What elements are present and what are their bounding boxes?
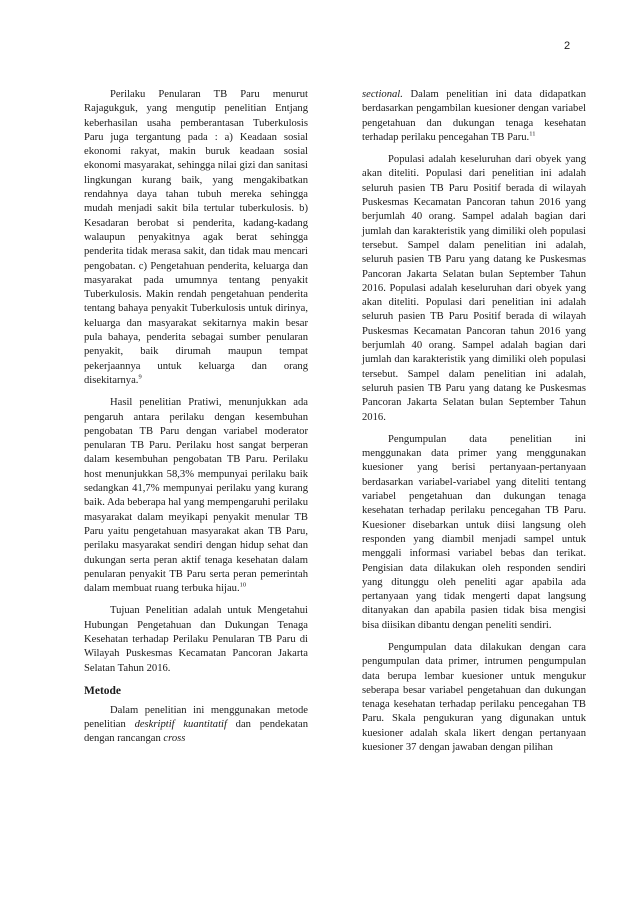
paragraph-pratiwi <box>84 396 308 596</box>
paragraph-instrumen <box>362 641 586 755</box>
citation-ref: 10 <box>239 581 247 589</box>
paragraph-text: Populasi adalah keseluruhan dari obyek yang akan diteliti. Populasi dari penelitian ini adalah seluruh pasien TB Paru Positif berada di wilayah Puskesmas Kecamatan Pancoran tahun 2016 yang berjumlah 40 orang. Sampel adalah bagian dari jumlah dan karakteristik yang dimiliki oleh populasi tersebut. Sampel dalam penelitian ini adalah, seluruh pasien TB Paru yang datang ke Puskesmas Pancoran Jakarta Selatan bulan September Tahun 2016. Populasi adalah keseluruhan dari obyek yang akan diteliti. Populasi dari penelitian ini adalah seluruh pasien TB Paru Positif berada di wilayah Puskesmas Kecamatan Pancoran tahun 2016 yang berjumlah 40 orang. Sampel adalah bagian dari jumlah dan karakteristik yang dimiliki oleh populasi tersebut. Sampel dalam penelitian ini adalah, seluruh pasien TB Paru yang datang ke Puskesmas Pancoran Jakarta Selatan bulan September Tahun 2016. <box>362 154 586 423</box>
paragraph-penularan <box>84 88 308 388</box>
section-heading-metode: Metode <box>84 684 122 697</box>
page-number: 2 <box>564 40 571 52</box>
paragraph-metode-continued <box>362 88 586 145</box>
paragraph-text: dan pendekatan dengan rancangan <box>84 719 308 745</box>
paragraph-tujuan <box>84 604 308 675</box>
emphasis-text: cross <box>163 733 186 745</box>
paragraph-metode <box>84 704 308 747</box>
paragraph-text: Pengumpulan data penelitian ini menggunakan data primer yang menggunakan kuesioner yang berisi pertanyaan-pertanyaan berdasarkan variabel-variabel yang diteliti tentang variabel pengetahuan dan dukungan tenaga kesehatan terhadap perilaku pencegahan TB Paru. Kuesioner disebarkan untuk diisi langsung oleh responden yang diambil menjadi sampel untuk menggali informasi variabel bebas dan terikat. Pengisian data dilakukan oleh responden sendiri yang ditunggu oleh peneliti agar apabila ada pertanyaan yang tidak mengerti dapat langsung ditanyakan dan apabila pasien tidak bisa mengisi bisa diisikan dibantu dengan peneliti sendiri. <box>362 433 586 631</box>
paragraph-text: Perilaku Penularan TB Paru menurut Rajagukguk, yang mengutip penelitian Entjang keberhasilan usaha pemberantasan Tuberkulosis Paru juga tergantung pada : a) Keadaan sosial ekonomi rakyat, makin buruk keadaan sosial ekonomi masyarakat, sehingga nilai gizi dan sanitasi lingkungan kurang baik, yang mengakibatkan rendahnya daya tahan tubuh mereka sehingga mudah menjadi sakit bila tertular tuberkulosis. b) Kesadaran berobat si penderita, kadang-kadang walaupun penyakitnya agak berat sehingga penderita tidak merasa sakit, dan tidak mau mencari pengobatan. c) Pengetahuan penderita, keluarga dan masyarakat pada umumnya tentang penyakit Tuberkulosis. Makin rendah pengetahuan penderita tentang bahaya penyakit Tuberkulosis untuk dirinya, keluarga dan masyarakat sekitarnya makin besar pula bahaya, penderita sebagai sumber penularan penyakit, baik dirumah maupun tempat pekerjaannya untuk keluarga dan orang disekitarnya. <box>84 89 308 386</box>
paragraph-text: Dalam penelitian ini menggunakan metode penelitian <box>84 704 308 731</box>
paragraph-text: Tujuan Penelitian adalah untuk Mengetahui Hubungan Pengetahuan dan Dukungan Tenaga Kesehatan terhadap Perilaku Penularan TB Paru di Wilayah Puskesmas Kecamatan Pancoran Jakarta Selatan Tahun 2016. <box>84 605 308 674</box>
left-column <box>84 88 308 755</box>
paragraph-populasi <box>362 153 586 425</box>
citation-ref: 11 <box>529 130 536 138</box>
paragraph-text: Hasil penelitian Pratiwi, menunjukkan ada pengaruh antara perilaku dengan kesembuhan pengobatan TB Paru dengan variabel moderator penularan TB Paru. Perilaku host sangat berperan dalam kesembuhan pengobatan TB Paru. Perilaku host menunjukkan 58,3% mempunyai perilaku baik sedangkan 41,7% mempunyai perilaku yang kurang baik. Ada beberapa hal yang mempengaruhi perilaku masyarakat dalam meyikapi penyakit menular TB Paru yaitu pengetahuan masyarakat akan TB Paru, perilaku masyarakat sendiri dengan hidup sehat dan dukungan serta peran aktif tenaga kesehatan dalam penularan penyakit TB Paru serta peran pemerintah dalam membuat ruang terbuka hijau. <box>84 397 308 595</box>
paragraph-pengumpulan-data <box>362 433 586 633</box>
emphasis-text: sectional. <box>362 89 403 100</box>
citation-ref: 9 <box>138 373 142 381</box>
emphasis-text: deskriptif kuantitatif <box>134 719 227 731</box>
paragraph-text: Dalam penelitian ini data didapatkan berdasarkan pengambilan kuesioner dengan variabel pengetahuan dan dukungan tenaga kesehatan terhadap perilaku pencegahan TB Paru. <box>362 89 586 143</box>
right-column <box>362 88 586 763</box>
paragraph-text: Pengumpulan data dilakukan dengan cara pengumpulan data primer, intrumen pengumpulan data berupa lembar kuesioner untuk mengukur seberapa besar variabel pengetahuan dan dukungan tenaga kesehatan terhadap perilaku pencegahan TB Paru. Skala pengukuran yang digunakan untuk kuesioner adalah skala likert dengan pertanyaan kuesioner 37 dengan jawaban dengan pilihan <box>362 641 586 754</box>
